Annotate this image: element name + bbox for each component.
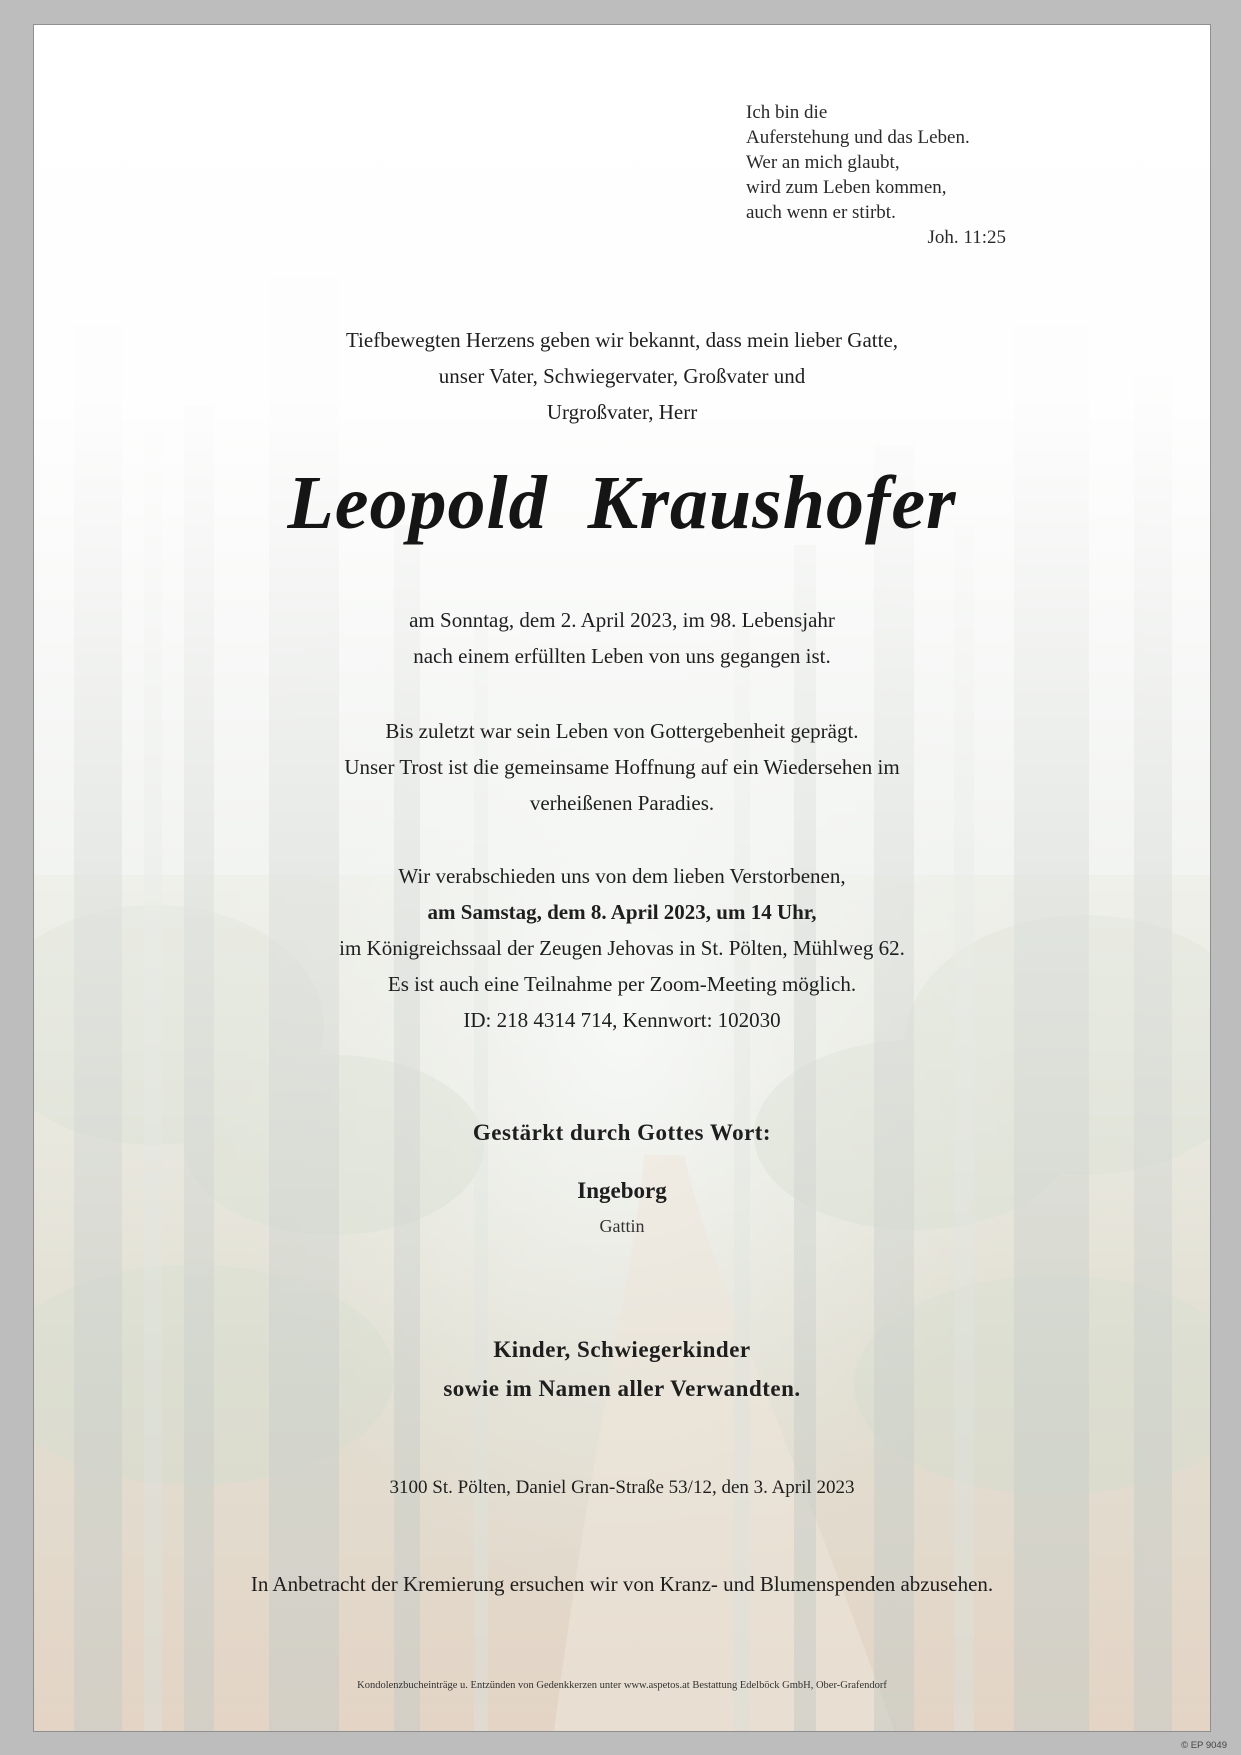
print-code: © EP 9049 xyxy=(1181,1740,1227,1751)
last-name: Kraushofer xyxy=(587,461,957,545)
intro-line: unser Vater, Schwiegervater, Großvater und xyxy=(438,364,806,388)
intro-line: Urgroßvater, Herr xyxy=(546,400,698,424)
farewell-zoom-credentials: ID: 218 4314 714, Kennwort: 102030 xyxy=(463,1008,781,1032)
farewell-location: im Königreichssaal der Zeugen Jehovas in St. Pölten, Mühlweg 62. xyxy=(339,936,905,960)
spouse-relation: Gattin xyxy=(599,1216,645,1236)
verse-line: auch wenn er stirbt. xyxy=(746,202,896,223)
donation-note: In Anbetracht der Kremierung ersuchen wir von Kranz- und Blumenspenden abzusehen. xyxy=(250,1572,994,1596)
family-line: sowie im Namen aller Verwandten. xyxy=(443,1376,801,1401)
verse-line: Wer an mich glaubt, xyxy=(746,152,900,173)
announcement-intro xyxy=(34,322,1210,430)
farewell-date-time: am Samstag, dem 8. April 2023, um 14 Uhr, xyxy=(427,900,817,924)
farewell-zoom-note: Es ist auch eine Teilnahme per Zoom-Meeting möglich. xyxy=(387,972,857,996)
faith-line: verheißenen Paradies. xyxy=(529,791,715,815)
faith-line: Bis zuletzt war sein Leben von Gottergebenheit geprägt. xyxy=(385,719,859,743)
farewell-line: Wir verabschieden uns von dem lieben Verstorbenen, xyxy=(398,864,846,888)
intro-line: Tiefbewegten Herzens geben wir bekannt, dass mein lieber Gatte, xyxy=(345,328,899,352)
death-notice xyxy=(34,602,1210,674)
first-name: Leopold xyxy=(287,461,548,545)
family-address: 3100 St. Pölten, Daniel Gran-Straße 53/12, den 3. April 2023 xyxy=(389,1477,855,1498)
verse-line: Auferstehung und das Leben. xyxy=(746,127,970,148)
verse-line: wird zum Leben kommen, xyxy=(746,177,947,198)
verse-line: Ich bin die xyxy=(746,102,828,123)
family-line: Kinder, Schwiegerkinder xyxy=(493,1337,751,1362)
death-line: am Sonntag, dem 2. April 2023, im 98. Lebensjahr xyxy=(409,608,835,632)
faith-paragraph xyxy=(34,713,1210,821)
mourners-heading: Gestärkt durch Gottes Wort: xyxy=(472,1120,772,1145)
deceased-name xyxy=(34,460,1210,547)
bible-verse xyxy=(746,100,1026,250)
family-signature xyxy=(34,1330,1210,1408)
death-line: nach einem erfüllten Leben von uns gegangen ist. xyxy=(413,644,831,668)
undertaker-footer: Kondolenzbucheinträge u. Entzünden von Gedenkkerzen unter www.aspetos.at Bestattung Edelböck GmbH, Ober-Grafendorf xyxy=(357,1680,887,1691)
faith-line: Unser Trost ist die gemeinsame Hoffnung auf ein Wiedersehen im xyxy=(344,755,900,779)
farewell-details xyxy=(34,858,1210,1038)
spouse-name: Ingeborg xyxy=(577,1178,667,1203)
obituary-card xyxy=(33,24,1211,1732)
verse-reference: Joh. 11:25 xyxy=(927,227,1006,248)
